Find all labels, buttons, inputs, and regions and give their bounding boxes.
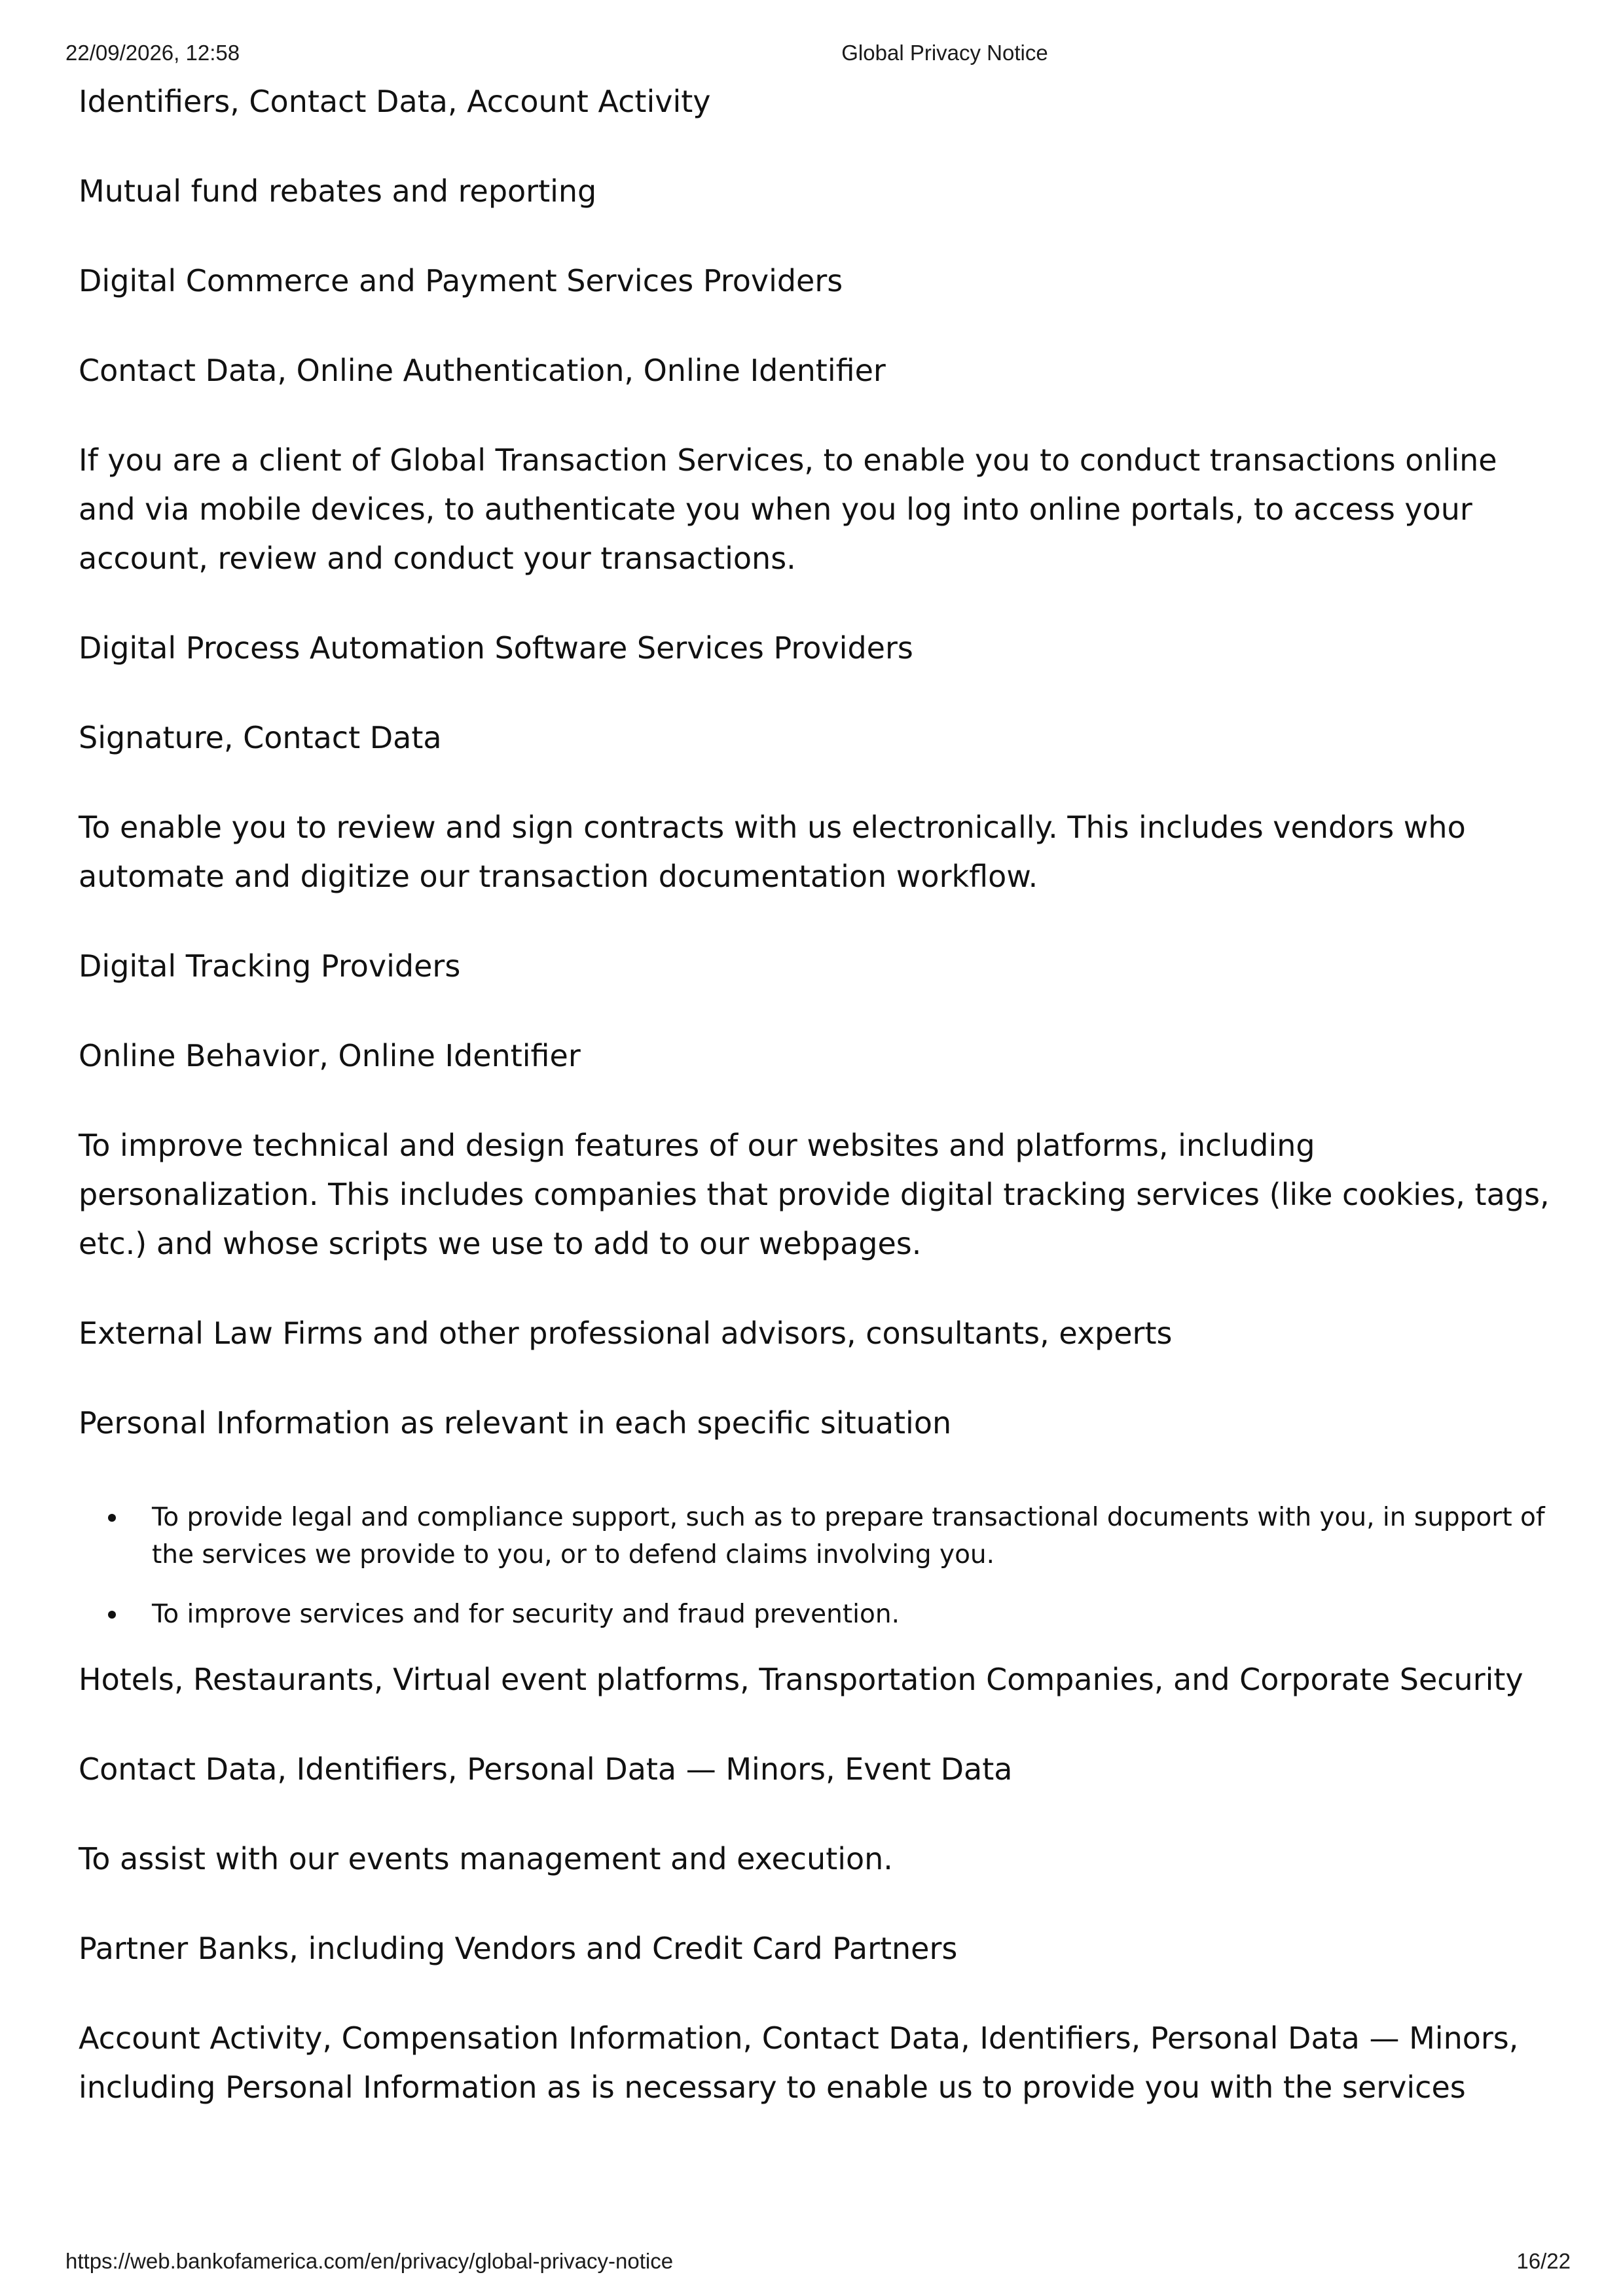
page-url: https://web.bankofamerica.com/en/privacy/global-privacy-notice — [65, 2249, 674, 2273]
print-footer — [0, 2249, 1623, 2278]
paragraph: Digital Tracking Providers — [79, 948, 461, 984]
paragraph: To enable you to review and sign contracts with us electronically. This includes vendors who automate and digitize our transaction documentation workflow. — [79, 810, 1466, 894]
bullet-list — [79, 1499, 1558, 1633]
page-number: 16/22 — [1516, 2249, 1571, 2273]
paragraph: To assist with our events management and execution. — [79, 1841, 893, 1876]
list-item: To provide legal and compliance support, such as to prepare transactional documents with you, in support of the services we provide to you, or to defend claims involving you. — [152, 1499, 1553, 1573]
list-item: To improve services and for security and fraud prevention. — [152, 1596, 1553, 1633]
paragraph: If you are a client of Global Transaction Services, to enable you to conduct transactions online and via mobile devices, to authenticate you when you log into online portals, to access your account, review and conduct your transactions. — [79, 442, 1497, 576]
print-datetime: 22/09/2026, 12:58 — [65, 41, 240, 65]
paragraph: Identifiers, Contact Data, Account Activity — [79, 84, 711, 119]
paragraph: Mutual fund rebates and reporting — [79, 173, 597, 209]
paragraph: Hotels, Restaurants, Virtual event platforms, Transportation Companies, and Corporate Security — [79, 1662, 1523, 1697]
paragraph: Account Activity, Compensation Information, Contact Data, Identifiers, Personal Data — Minors, including Personal Information as is necessary to enable us to provide you with the services — [79, 2020, 1519, 2105]
paragraph: Personal Information as relevant in each specific situation — [79, 1405, 952, 1441]
paragraph: Signature, Contact Data — [79, 720, 442, 755]
paragraph: External Law Firms and other professional advisors, consultants, experts — [79, 1316, 1173, 1351]
paragraph: Partner Banks, including Vendors and Credit Card Partners — [79, 1931, 958, 1966]
document-body — [79, 77, 1558, 2153]
paragraph: To improve technical and design features of our websites and platforms, including personalization. This includes companies that provide digital tracking services (like cookies, tags, etc.) and whose scripts we use to add to our webpages. — [79, 1128, 1550, 1261]
paragraph: Digital Process Automation Software Services Providers — [79, 630, 913, 666]
print-header — [0, 41, 1623, 69]
page-title: Global Privacy Notice — [841, 41, 1048, 65]
paragraph: Online Behavior, Online Identifier — [79, 1038, 581, 1073]
paragraph: Digital Commerce and Payment Services Providers — [79, 263, 843, 298]
paragraph: Contact Data, Online Authentication, Online Identifier — [79, 353, 886, 388]
paragraph: Contact Data, Identifiers, Personal Data — Minors, Event Data — [79, 1751, 1013, 1787]
